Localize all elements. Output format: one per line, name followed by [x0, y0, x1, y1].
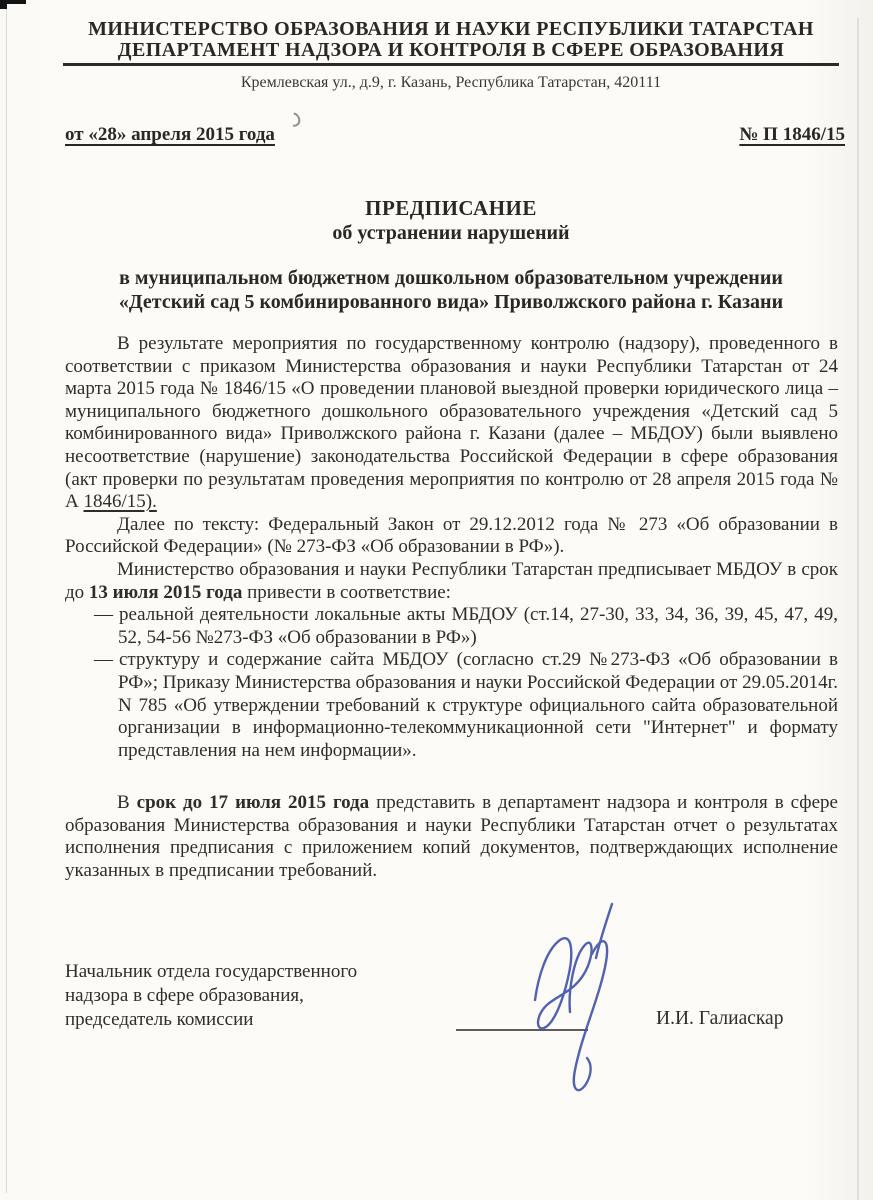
document-date: от «28» апреля 2015 года	[65, 124, 275, 145]
ministry-name: МИНИСТЕРСТВО ОБРАЗОВАНИЯ И НАУКИ РЕСПУБЛИКИ ТАТАРСТАН	[88, 18, 814, 40]
paragraph-text: В	[117, 792, 137, 814]
deadline-date: 13 июля 2015 года	[88, 581, 243, 603]
list-item-text: структуру и содержание сайта МБДОУ (согласно ст.29 №273-ФЗ «Об образовании в РФ»; Приказу Министерства образования и науки Российской Федерации от 29.05.2014г. N 785 «Об утверждении требований к структуре официального сайта образовательной организации в информационно-телекоммуникационной сети "Интернет" и формату представления на нем информации».	[118, 649, 838, 761]
dash-bullet: —	[94, 649, 113, 671]
paragraph-law-reference: Далее по тексту: Федеральный Закон от 29.12.2012 года № 273 «Об образовании в Российской Федерации» (№ 273-ФЗ «Об образовании в РФ»).	[65, 513, 838, 558]
paragraph-report-requirement	[65, 792, 838, 882]
list-item	[94, 604, 838, 649]
scan-corner-mark	[0, 0, 7, 9]
list-item-text: реальной деятельности локальные акты МБДОУ (ст.14, 27-30, 33, 34, 36, 39, 45, 47, 49, 52, 54-56 №273-ФЗ «Об образовании в РФ»)	[118, 604, 838, 648]
violations-list	[65, 604, 838, 762]
paragraph-inspection-result	[65, 333, 838, 514]
underlined-act-number: 1846/15).	[83, 491, 157, 513]
signatory-position	[65, 960, 455, 1032]
letterhead-address: Кремлевская ул., д.9, г. Казань, Республика Татарстан, 420111	[240, 74, 662, 91]
signature-line	[456, 998, 588, 1031]
document-title: ПРЕДПИСАНИЕ	[365, 196, 537, 220]
list-item	[94, 649, 838, 762]
paragraph-text: привести в соответствие:	[242, 581, 451, 603]
letterhead-rule	[63, 63, 839, 66]
dash-bullet: —	[94, 604, 113, 626]
report-deadline-date: срок до 17 июля 2015 года	[136, 792, 370, 814]
document-body	[65, 333, 838, 883]
addressee-line: в муниципальном бюджетном дошкольном образовательном учреждении	[119, 267, 783, 289]
letterhead	[63, 18, 839, 92]
signatory-position-line: председатель комиссии	[65, 1009, 254, 1030]
scan-edge-line-right	[857, 18, 859, 1200]
document-number: № П 1846/15	[739, 124, 845, 145]
document-title-block	[63, 196, 839, 246]
scan-edge-line-left	[6, 8, 7, 1193]
paragraph-text: Министерство образования и науки Республики Татарстан предписывает МБДОУ в срок до	[65, 558, 838, 603]
document-meta-row	[65, 124, 845, 146]
signatory-name: И.И. Галиаскар	[656, 1008, 784, 1029]
signatory-position-line: надзора в сфере образования,	[65, 985, 304, 1006]
addressee-line: «Детский сад 5 комбинированного вида» Приволжского района г. Казани	[118, 291, 784, 313]
paragraph-text: В результате мероприятия по государственному контролю (надзору), проведенного в соответствии с приказом Министерства образования и науки Республики Татарстан от 24 марта 2015 года № 1846/15 «О проведении плановой выездной проверки юридического лица – муниципального бюджетного дошкольного образовательного учреждения «Детский сад 5 комбинированного вида» Приволжского района г. Казани (далее – МБДОУ) были выявлено несоответствие (нарушение) законодательства Российской Федерации в сфере образования (акт проверки по результатам проведения мероприятия по контролю от 28 апреля 2015 года № А	[65, 333, 838, 513]
addressee-block	[63, 266, 839, 314]
document-subtitle: об устранении нарушений	[332, 222, 570, 244]
department-name: ДЕПАРТАМЕНТ НАДЗОРА И КОНТРОЛЯ В СФЕРЕ ОБРАЗОВАНИЯ	[117, 39, 785, 61]
signatory-position-line: Начальник отдела государственного	[65, 961, 358, 982]
paragraph-text: представить в департамент надзора и контроля в сфере образования Министерства образования и науки Республики Татарстан отчет о результатах исполнения предписания с приложением копий документов, подтверждающих исполнение указанных в предписании требований.	[65, 792, 838, 882]
paragraph-order	[65, 559, 838, 604]
